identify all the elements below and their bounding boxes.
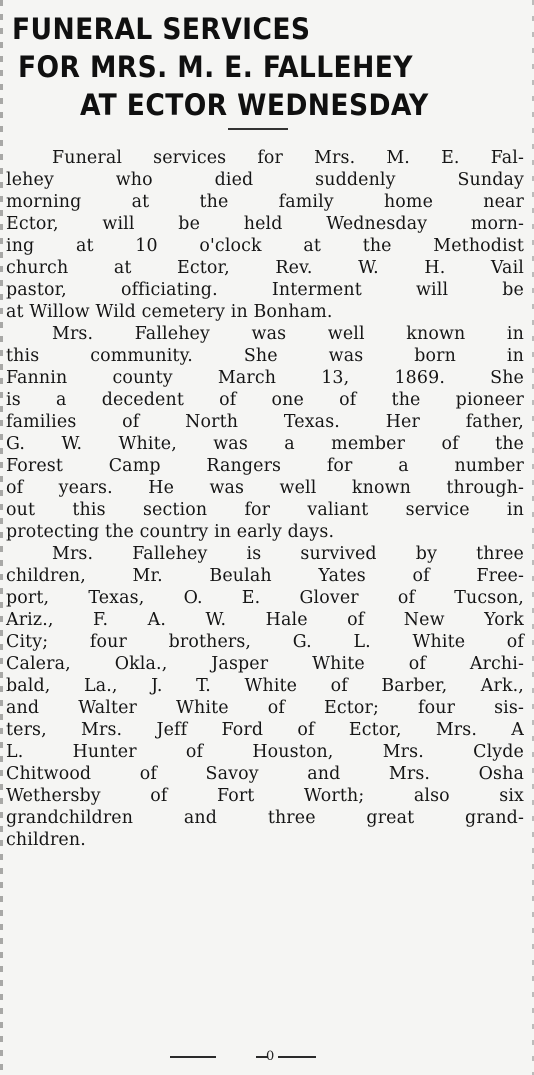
text-line: bald, La., J. T. White of Barber, Ark.,	[6, 676, 524, 696]
headline-line: FOR MRS. M. E. FALLEHEY	[18, 50, 413, 84]
text-line: G. W. White, was a member of the	[6, 434, 524, 454]
text-line: ters, Mrs. Jeff Ford of Ector, Mrs. A	[6, 720, 524, 740]
text-line: and Walter White of Ector; four sis-	[6, 698, 524, 718]
text-line: City; four brothers, G. L. White of	[6, 632, 524, 652]
text-line: Mrs. Fallehey was well known in	[52, 324, 524, 344]
end-of-article-mark	[0, 1049, 534, 1069]
headline-line: AT ECTOR WEDNESDAY	[80, 88, 429, 122]
text-line: families of North Texas. Her father,	[6, 412, 524, 432]
headline	[12, 10, 527, 124]
text-line: church at Ector, Rev. W. H. Vail	[6, 258, 524, 278]
headline-line: FUNERAL SERVICES	[12, 12, 311, 46]
text-line: is a decedent of one of the pioneer	[6, 390, 524, 410]
text-line: Fannin county March 13, 1869. She	[6, 368, 524, 388]
text-line: ing at 10 o'clock at the Methodist	[6, 236, 524, 256]
text-line: at Willow Wild cemetery in Bonham.	[6, 302, 333, 322]
article-body	[6, 147, 524, 851]
text-line: Funeral services for Mrs. M. E. Fal-	[52, 148, 524, 168]
text-line: Wethersby of Fort Worth; also six	[6, 786, 524, 806]
text-line: protecting the country in early days.	[6, 522, 335, 542]
end-dash	[278, 1056, 316, 1058]
text-line: grandchildren and three great grand-	[6, 808, 524, 828]
end-dash	[170, 1056, 216, 1058]
text-line: pastor, officiating. Interment will be	[6, 280, 524, 300]
text-line: lehey who died suddenly Sunday	[6, 170, 524, 190]
text-line: port, Texas, O. E. Glover of Tucson,	[6, 588, 524, 608]
text-line: morning at the family home near	[6, 192, 524, 212]
text-line: of years. He was well known through-	[6, 478, 524, 498]
text-line: Mrs. Fallehey is survived by three	[52, 544, 524, 564]
text-line: L. Hunter of Houston, Mrs. Clyde	[6, 742, 524, 762]
text-line: Forest Camp Rangers for a number	[6, 456, 524, 476]
column-rule-left	[0, 0, 3, 1075]
text-line: out this section for valiant service in	[6, 500, 524, 520]
text-line: Ector, will be held Wednesday morn-	[6, 214, 524, 234]
text-line: children.	[6, 830, 86, 850]
text-line: Calera, Okla., Jasper White of Archi-	[6, 654, 524, 674]
text-line: this community. She was born in	[6, 346, 524, 366]
text-line: Chitwood of Savoy and Mrs. Osha	[6, 764, 524, 784]
headline-divider	[228, 128, 288, 130]
text-line: Ariz., F. A. W. Hale of New York	[6, 610, 524, 630]
text-line: children, Mr. Beulah Yates of Free-	[6, 566, 524, 586]
end-mark-symbol: 0	[266, 1049, 275, 1064]
